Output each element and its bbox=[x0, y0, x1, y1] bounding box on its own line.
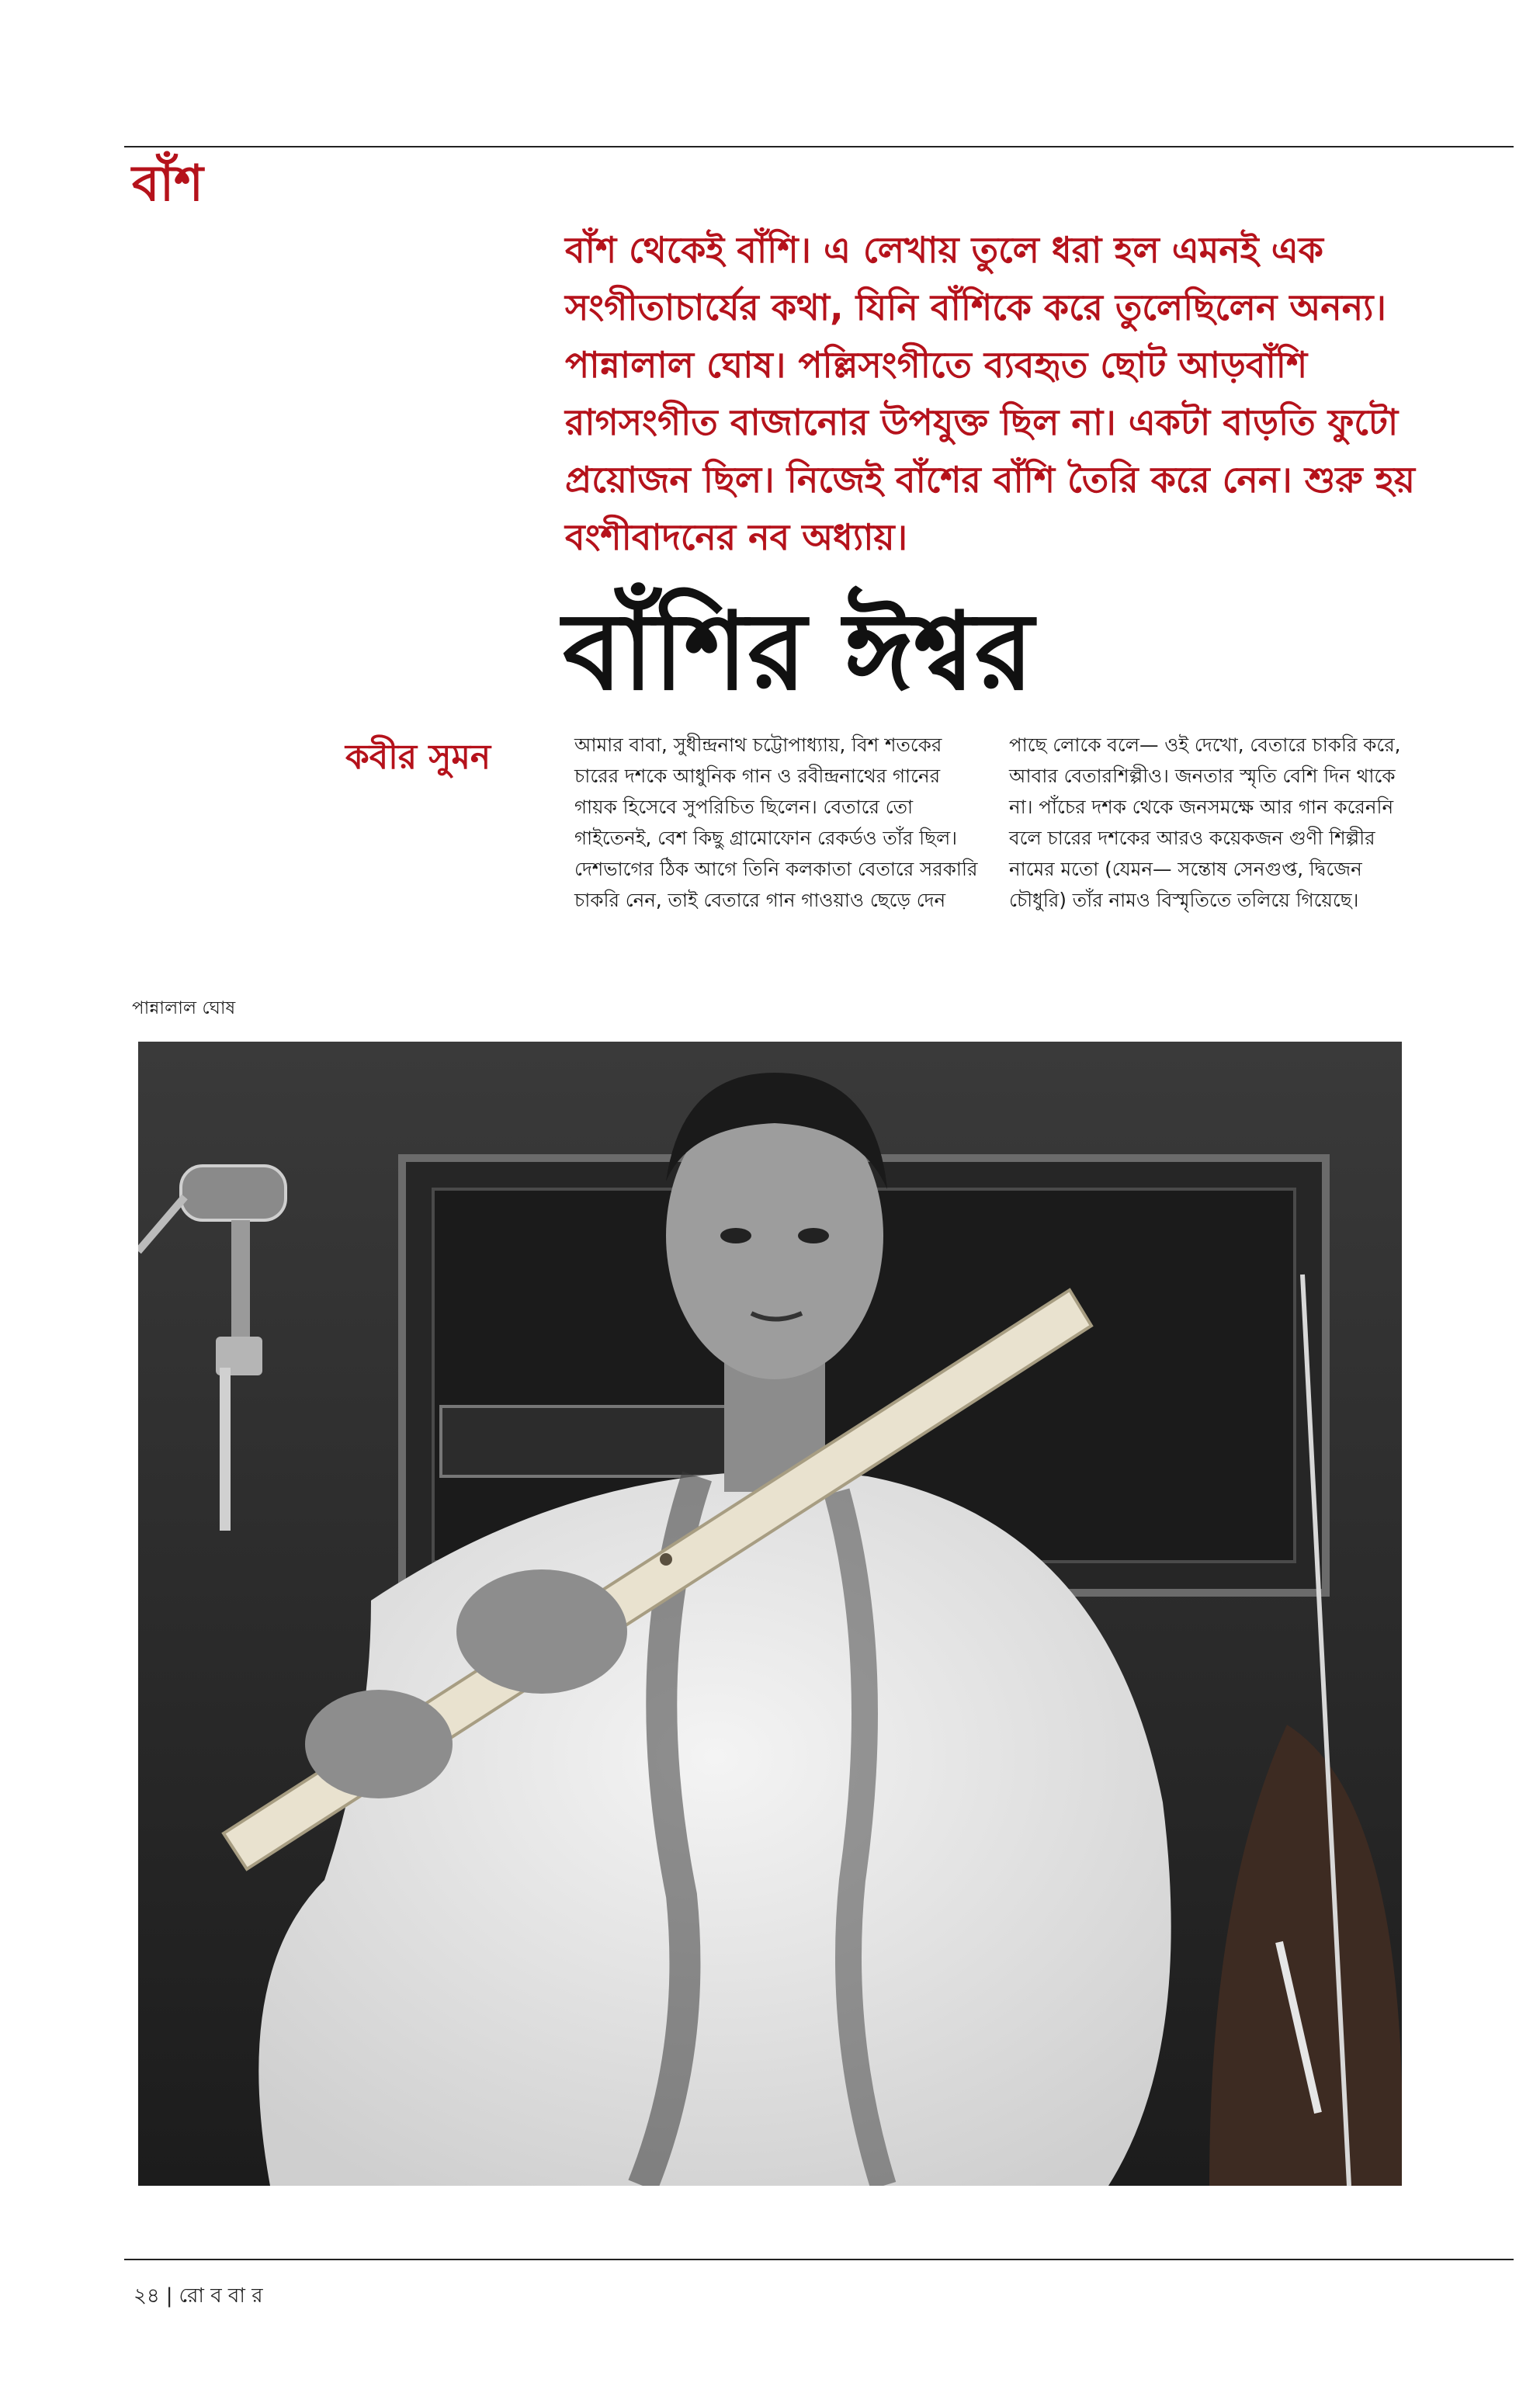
body-column-1: আমার বাবা, সুধীন্দ্রনাথ চট্টোপাধ্যায়, বিশ শতকের চারের দশকে আধুনিক গান ও রবীন্দ্রনাথের গানের গায়ক হিসেবে সুপরিচিত ছিলেন। বেতারে তো গাইতেনই, বেশ কিছু গ্রামোফোন রেকর্ডও তাঁর ছিল। দেশভাগের ঠিক আগে তিনি কলকাতা বেতারে সরকারি চাকরি নেন, তাই বেতারে গান গাওয়াও ছেড়ে দেন bbox=[574, 734, 978, 911]
section-label: বাঁশ bbox=[132, 155, 204, 213]
page-footer bbox=[134, 2280, 263, 2314]
hand bbox=[305, 1690, 453, 1798]
portrait-photo bbox=[138, 1042, 1402, 2186]
article-headline: বাঁশির ঈশ্বর bbox=[563, 588, 1034, 714]
top-rule bbox=[124, 146, 1514, 147]
intro-paragraph: বাঁশ থেকেই বাঁশি। এ লেখায় তুলে ধরা হল এমনই এক সংগীতাচার্যের কথা, যিনি বাঁশিকে করে তুলেছিলেন অনন্য। পান্নালাল ঘোষ। পল্লিসংগীতে ব্যবহৃত ছোট আড়বাঁশি রাগসংগীত বাজানোর উপযুক্ত ছিল না। একটা বাড়তি ফুটো প্রয়োজন ছিল। নিজেই বাঁশের বাঁশি তৈরি করে নেন। শুরু হয় বংশীবাদনের নব অধ্যায়। bbox=[565, 229, 1415, 558]
bottom-rule bbox=[124, 2259, 1514, 2260]
author-name: কবীর সুমন bbox=[345, 737, 491, 777]
magazine-name: রো ব বা র bbox=[179, 2284, 263, 2308]
photo-caption: পান্নালাল ঘোষ bbox=[132, 998, 236, 1018]
footer-separator: | bbox=[165, 2284, 173, 2308]
page-number: ২৪ bbox=[134, 2284, 160, 2308]
body-column-2: পাছে লোকে বলে— ওই দেখো, বেতারে চাকরি করে, আবার বেতারশিল্পীও। জনতার স্মৃতি বেশি দিন থাকে না। পাঁচের দশক থেকে জনসমক্ষে আর গান করেননি বলে চারের দশকের আরও কয়েকজন গুণী শিল্পীর নামের মতো (যেমন— সন্তোষ সেনগুপ্ত, দ্বিজেন চৌধুরি) তাঁর নামও বিস্মৃতিতে তলিয়ে গিয়েছে। bbox=[1009, 734, 1401, 911]
hand bbox=[456, 1569, 627, 1694]
